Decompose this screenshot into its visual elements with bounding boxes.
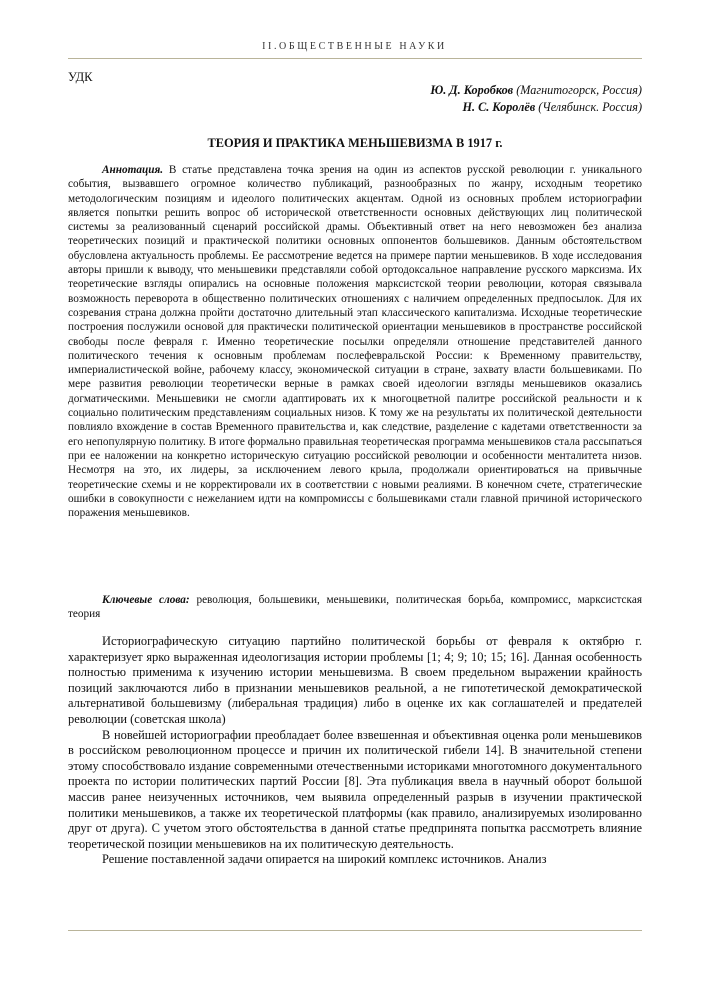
- author-name: Н. С. Королёв: [462, 99, 536, 114]
- author-line: [430, 99, 642, 116]
- author-place: (Челябинск. Россия): [538, 99, 642, 114]
- running-header: II.ОБЩЕСТВЕННЫЕ НАУКИ: [262, 41, 447, 52]
- author-line: [430, 82, 642, 99]
- article-title: ТЕОРИЯ И ПРАКТИКА МЕНЬШЕВИЗМА В 1917 г.: [207, 136, 503, 150]
- body-paragraph: В новейшей историографии преобладает более взвешенная и объективная оценка роли меньшевиков в российском революционном процессе и причин их политической гибели 14]. В значительной степени этому способствовало издание современными отечественными историками многотомного документального проекта по истории политических партий России [8]. Эта публикация ввела в научный оборот большой массив ранее неизученных источников, чем выявила определенный разрыв в изучении практической политики меньшевиков, а также их теоретической платформы (как правило, анализируемых изолированно друг от друга). С учетом этого обстоятельства в данной статье предпринята попытка рассмотреть влияние теоретической позиции меньшевиков на их политическую деятельность.: [68, 727, 642, 851]
- author-name: Ю. Д. Коробков: [430, 83, 514, 97]
- keywords-text: революция, большевики, меньшевики, политическая борьба, компромисс, марксистская теория: [68, 594, 643, 621]
- body-paragraph: Решение поставленной задачи опирается на широкий комплекс источников. Анализ: [102, 852, 547, 867]
- author-place: (Магнитогорск, Россия): [516, 83, 642, 97]
- abstract-label: Аннотация.: [102, 164, 164, 176]
- keywords-label: Ключевые слова:: [102, 594, 190, 606]
- header-rule: [68, 58, 642, 59]
- udc-label: УДК: [68, 70, 93, 84]
- keywords: [68, 593, 642, 622]
- article-body: [68, 634, 642, 868]
- authors-block: [430, 82, 642, 115]
- abstract: [68, 163, 642, 520]
- abstract-text: В статье представлена точка зрения на один из аспектов русской революции г. уникального события, вызвавшего огромное количество публикаций, разнообразных по жанру, исходным теоретико методологическим позициям и идеолого политических акцентам. Одной из основных проблем историографии является попытки решить вопрос об исторической ответственности основных действующих лиц политической системы за реализованный сценарий российской драмы. Объективный ответ на него невозможен без анализа теоретических позиций и практической политики основных оппонентов большевиков. Данным обстоятельством обусловлена актуальность проблемы. Ее рассмотрение ведется на примере партии меньшевиков. В ходе исследования авторы пришли к выводу, что меньшевики представляли собой ортодоксальное направление русского марксизма. Их теоретические взгляды опирались на основные положения марксистской теории революции, которая связывала возможность переворота в общественно политических отношениях с наличием определенных предпосылок. Для их созревания страна должна пройти достаточно длительный этап классического капитализма. Исходные теоретические построения послужили основой для практически политической ориентации меньшевиков в пространстве российской свободы после февраля г. Именно теоретические посылки определяли отношение представителей данного политического течения к основным проблемам послефевральской России: к Временному правительству, империалистической войне, рабочему классу, экономической ситуации в стране, захвату власти большевиками. По мере развития революции теоретически верные в рамках своей идеологии взгляды меньшевиков оказались догматическими. Меньшевики не смогли адаптировать их к многоцветной палитре российской реальности и к социально политическим представлениям социальных низов. К тому же на результаты их политической деятельности повлияло вхождение в состав Временного правительства и, как следствие, разделение с кадетами ответственности за его непопулярную политику. В итоге формально правильная теоретическая программа меньшевиков стала рассыпаться при ее наложении на конкретно историческую ситуацию российской революции и особенности менталитета низов. Несмотря на это, их лидеры, за исключением левого крыла, продолжали ориентироваться на привычные теоретические схемы и не корректировали их в соответствии с новыми реалиями. В конечном счете, стратегические ошибки в совокупности с нежеланием идти на компромиссы с большевиками стали главной причиной исторического поражения меньшевиков.: [68, 164, 643, 520]
- body-paragraph: Историографическую ситуацию партийно политической борьбы от февраля к октябрю г. характеризует ярко выраженная идеологизация истории проблемы [1; 4; 9; 10; 15; 16]. Данная особенность полностью применима к изучению истории меньшевизма. В своем предельном выражении крайность позиций заключаются либо в признании меньшевиков реальной, а не гипотетической демократической альтернативой большевизму (либеральная традиция) либо в оценке их как соглашателей и предателей революции (советская школа): [68, 634, 642, 726]
- footer-rule: [68, 930, 642, 931]
